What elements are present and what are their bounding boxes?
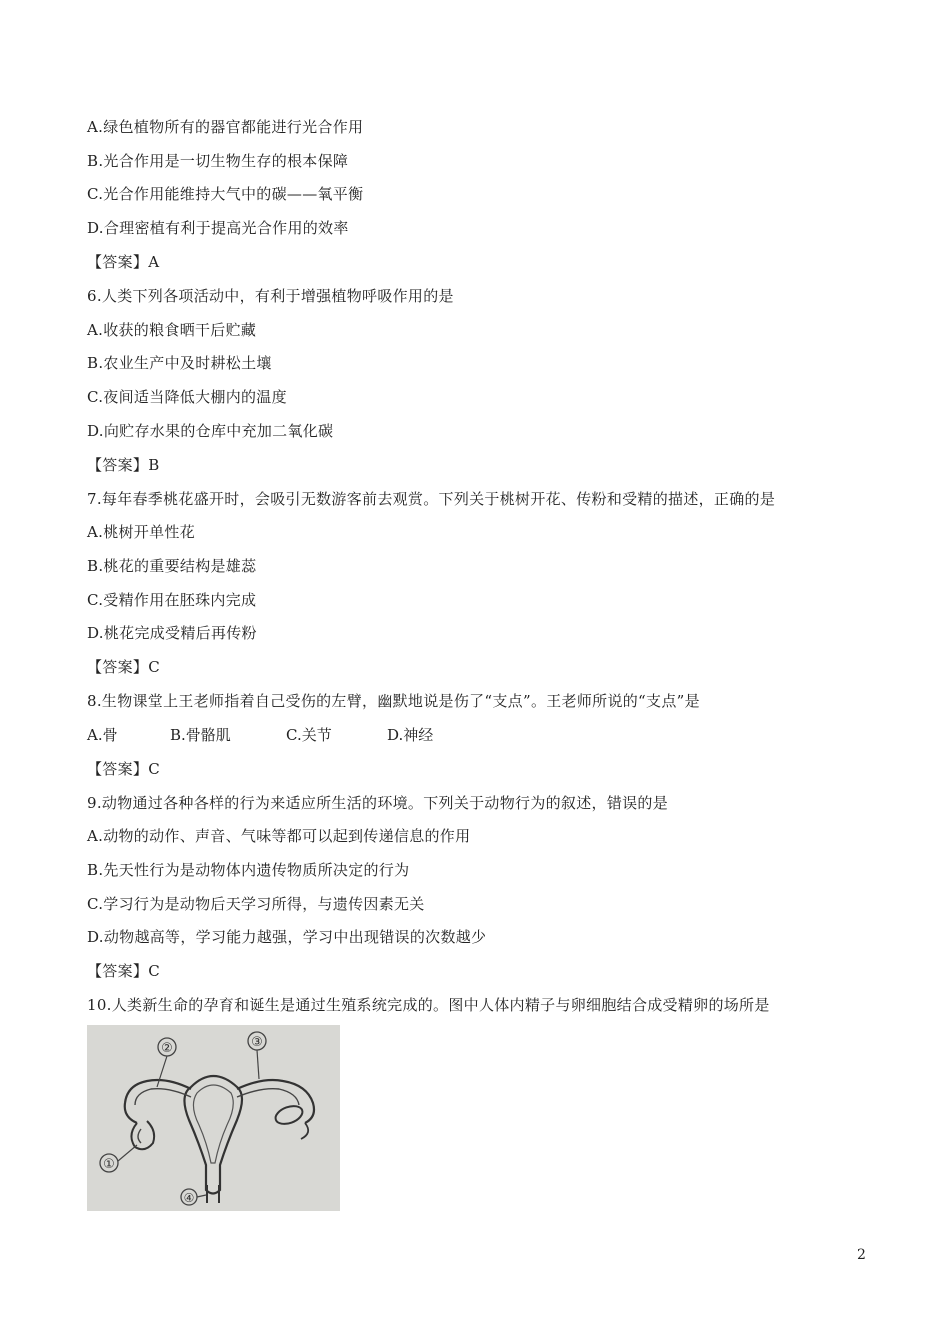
line: A.动物的动作、声音、气味等都可以起到传递信息的作用 [87,827,471,845]
question-7: 7.每年春季桃花盛开时，会吸引无数游客前去观赏。下列关于桃树开花、传粉和受精的描述，正确的是 [87,490,776,508]
option-d: D.神经 [387,726,434,744]
line: D.动物越高等，学习能力越强，学习中出现错误的次数越少 [87,928,487,946]
answer-line: 【答案】C [87,962,160,980]
option-c: C.关节 [286,726,332,744]
line: A.绿色植物所有的器官都能进行光合作用 [87,118,364,136]
answer-line: 【答案】B [87,456,160,474]
question-8: 8.生物课堂上王老师指着自己受伤的左臂，幽默地说是伤了“支点”。王老师所说的“支点”是 [87,692,700,710]
line: A.桃树开单性花 [87,523,196,541]
page-number: 2 [857,1247,866,1263]
line: C.光合作用能维持大气中的碳——氧平衡 [87,185,364,203]
line: B.光合作用是一切生物生存的根本保障 [87,152,349,170]
line: D.向贮存水果的仓库中充加二氧化碳 [87,422,334,440]
answer-line: 【答案】C [87,760,160,778]
line: C.受精作用在胚珠内完成 [87,591,257,609]
answer-line: 【答案】C [87,658,160,676]
line: B.先天性行为是动物体内遗传物质所决定的行为 [87,861,410,879]
female-reproductive-system-figure [87,1025,340,1211]
line: B.农业生产中及时耕松土壤 [87,354,272,372]
question-10: 10.人类新生命的孕育和诞生是通过生殖系统完成的。图中人体内精子与卵细胞结合成受精卵的场所是 [87,996,770,1014]
line: C.学习行为是动物后天学习所得，与遗传因素无关 [87,895,425,913]
answer-line: 【答案】A [87,253,160,271]
option-b: B.骨骼肌 [170,726,231,744]
question-6: 6.人类下列各项活动中，有利于增强植物呼吸作用的是 [87,287,454,305]
line: D.桃花完成受精后再传粉 [87,624,257,642]
label-1: ① [103,1157,115,1172]
label-4: ④ [183,1191,195,1205]
option-a: A.骨 [87,726,118,744]
label-2: ② [161,1041,173,1056]
question-9: 9.动物通过各种各样的行为来适应所生活的环境。下列关于动物行为的叙述，错误的是 [87,794,669,812]
line: A.收获的粮食晒干后贮藏 [87,321,257,339]
line: C.夜间适当降低大棚内的温度 [87,388,287,406]
label-3: ③ [251,1035,263,1050]
line: D.合理密植有利于提高光合作用的效率 [87,219,349,237]
line: B.桃花的重要结构是雄蕊 [87,557,257,575]
